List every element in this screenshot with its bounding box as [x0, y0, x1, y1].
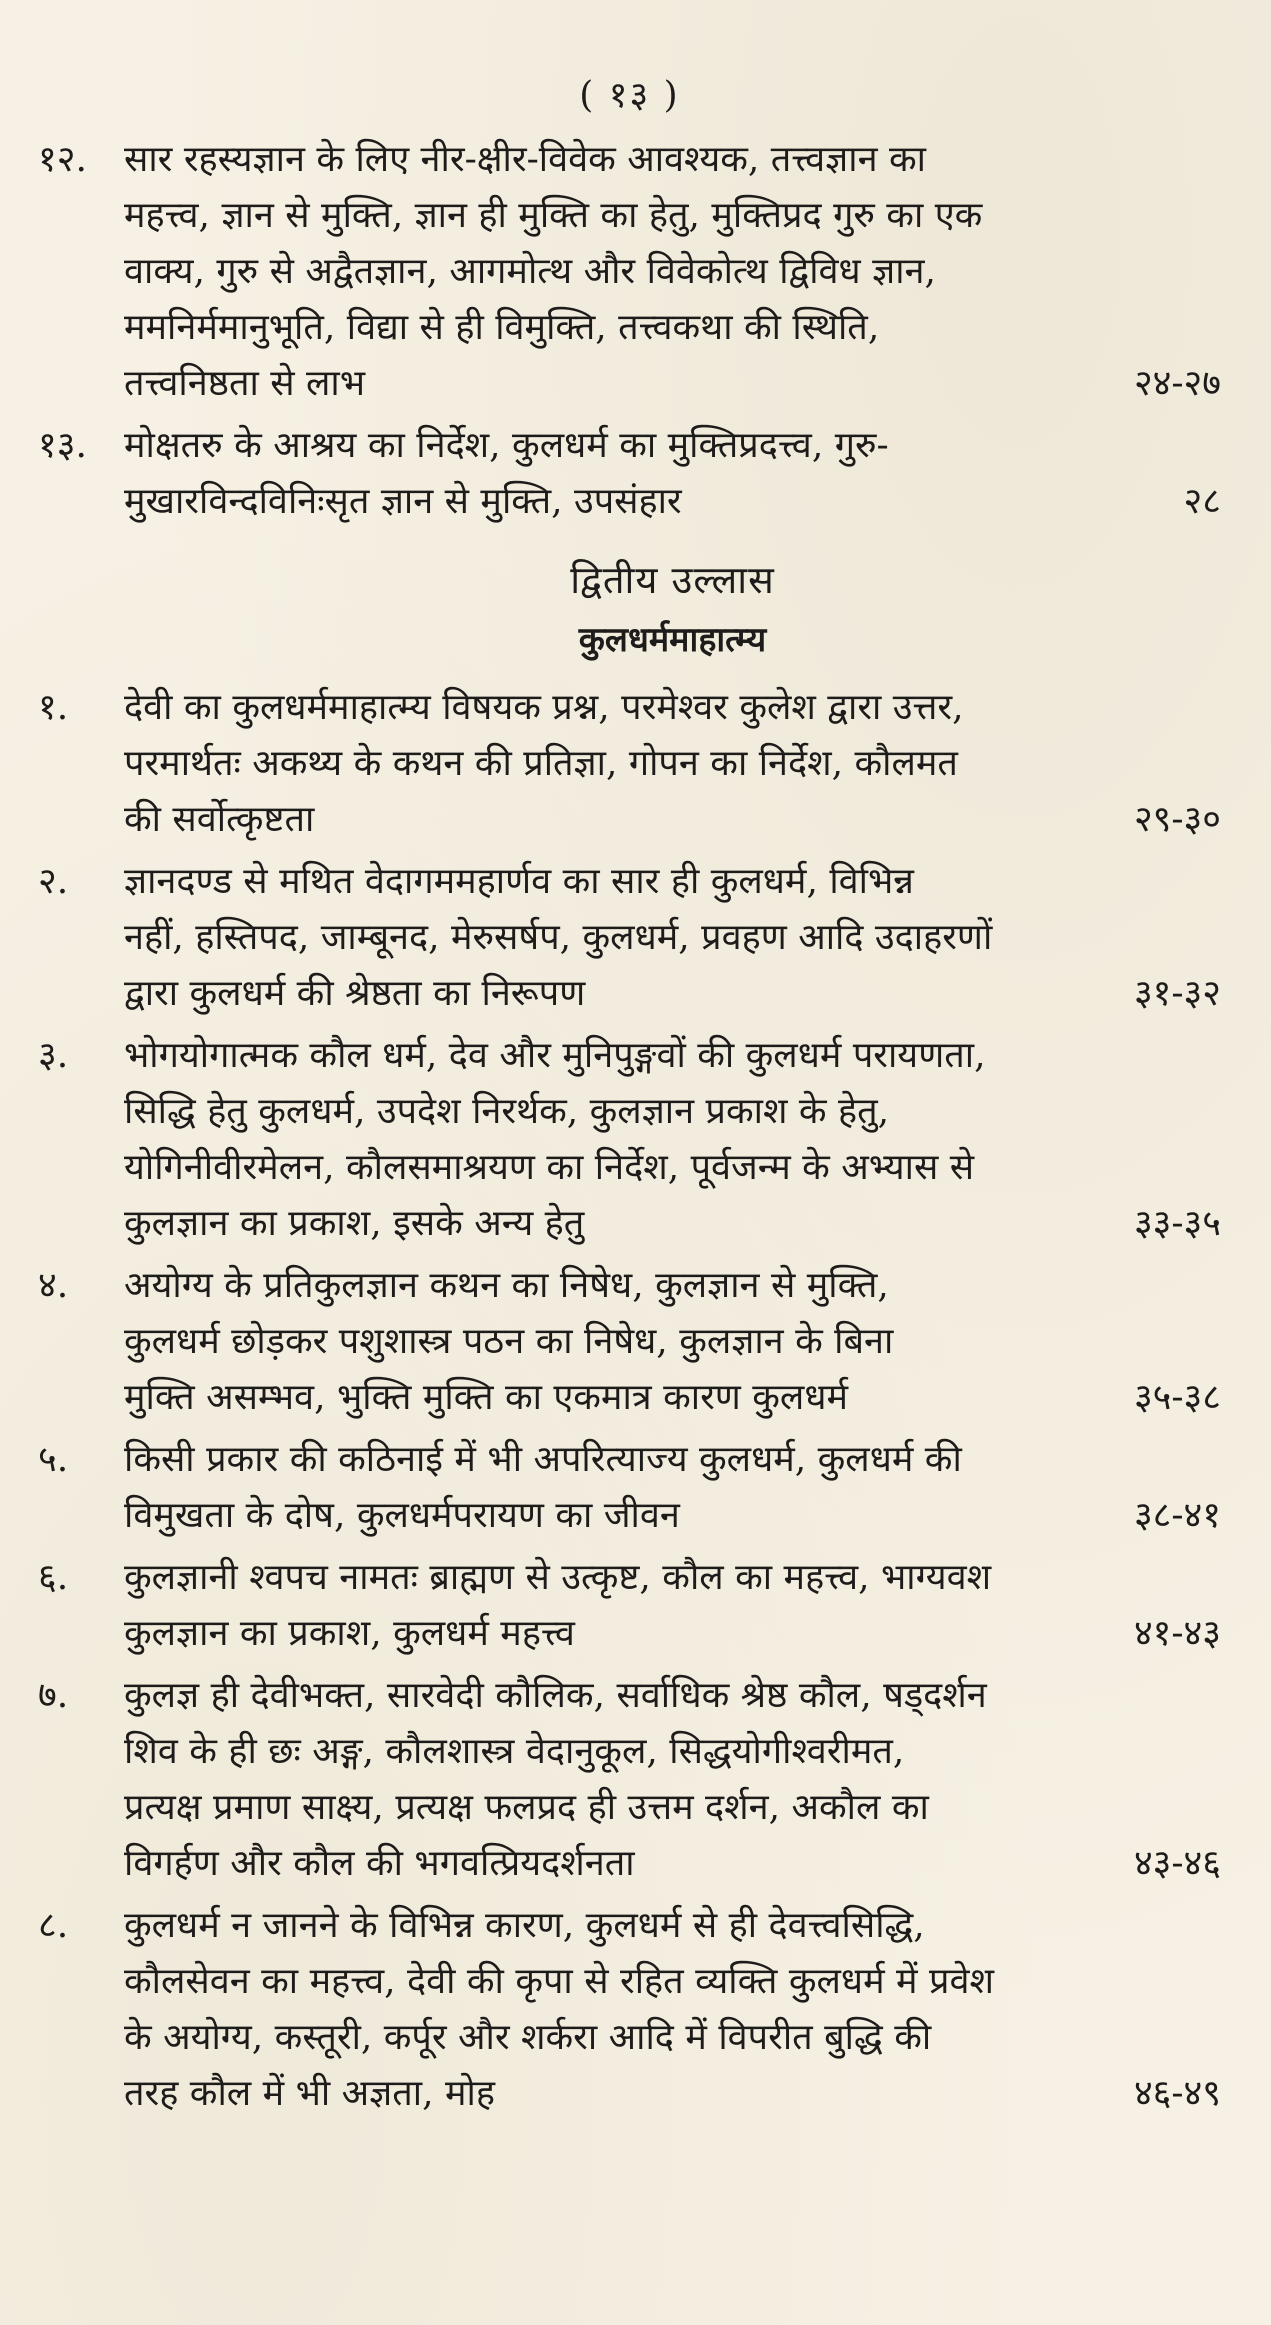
entry-line: कौलसेवन का महत्त्व, देवी की कृपा से रहित व्यक्ति कुलधर्म में प्रवेश — [124, 1961, 994, 2002]
section-entries — [38, 680, 1221, 2122]
entry-line: ममनिर्ममानुभूति, विद्या से ही विमुक्ति, तत्त्वकथा की स्थिति, — [124, 307, 880, 348]
toc-entry-1 — [38, 680, 1221, 848]
entry-line: मुक्ति असम्भव, भुक्ति मुक्ति का एकमात्र कारण कुलधर्म — [124, 1377, 848, 1418]
toc-entry-6 — [38, 1550, 1221, 1662]
entry-line: शिव के ही छः अङ्ग, कौलशास्त्र वेदानुकूल, सिद्धयोगीश्वरीमत, — [124, 1731, 905, 1772]
entry-line: महत्त्व, ज्ञान से मुक्ति, ज्ञान ही मुक्ति का हेतु, मुक्तिप्रद गुरु का एक — [124, 195, 983, 236]
entry-line: वाक्य, गुरु से अद्वैतज्ञान, आगमोत्थ और विवेकोत्थ द्विविध ज्ञान, — [124, 251, 936, 292]
entry-line: योगिनीवीरमेलन, कौलसमाश्रयण का निर्देश, पूर्वजन्म के अभ्यास से — [124, 1147, 975, 1188]
entry-line: कुलज्ञानी श्वपच नामतः ब्राह्मण से उत्कृष्ट, कौल का महत्त्व, भाग्यवश — [124, 1557, 992, 1598]
section-heading — [124, 548, 1221, 668]
entry-line: परमार्थतः अकथ्य के कथन की प्रतिज्ञा, गोपन का निर्देश, कौलमत — [124, 743, 958, 784]
entry-line: कुलज्ञ ही देवीभक्त, सारवेदी कौलिक, सर्वाधिक श्रेष्ठ कौल, षड्दर्शन — [124, 1675, 987, 1716]
entry-number: ४. — [38, 1265, 69, 1306]
toc-entry-2 — [38, 854, 1221, 1022]
entry-line: के अयोग्य, कस्तूरी, कर्पूर और शर्करा आदि में विपरीत बुद्धि की — [124, 2017, 932, 2058]
entry-number: ८. — [38, 1905, 69, 1946]
entry-line: किसी प्रकार की कठिनाई में भी अपरित्याज्य कुलधर्म, कुलधर्म की — [124, 1439, 962, 1480]
entry-line: सिद्धि हेतु कुलधर्म, उपदेश निरर्थक, कुलज्ञान प्रकाश के हेतु, — [124, 1091, 890, 1132]
page-range: ३१-३२ — [1133, 973, 1221, 1014]
entry-number: २. — [38, 861, 69, 902]
entry-line: देवी का कुलधर्ममाहात्म्य विषयक प्रश्न, परमेश्वर कुलेश द्वारा उत्तर, — [124, 687, 964, 728]
entry-line: मोक्षतरु के आश्रय का निर्देश, कुलधर्म का मुक्तिप्रदत्त्व, गुरु- — [124, 425, 889, 466]
page-range: ३८-४१ — [1133, 1495, 1221, 1536]
page-range: ४६-४९ — [1133, 2073, 1221, 2114]
entry-line: भोगयोगात्मक कौल धर्म, देव और मुनिपुङ्गवों की कुलधर्म परायणता, — [124, 1035, 986, 1076]
toc-entry-5 — [38, 1432, 1221, 1544]
entry-number: १२. — [38, 139, 87, 180]
entry-number: ५. — [38, 1439, 69, 1480]
section-subtitle: कुलधर्ममाहात्म्य — [578, 620, 767, 660]
page-range: ४१-४३ — [1133, 1613, 1221, 1654]
entry-line: विगर्हण और कौल की भगवत्प्रियदर्शनता — [124, 1843, 635, 1884]
page-range: २९-३० — [1133, 799, 1221, 840]
page-number: ( १३ ) — [579, 75, 680, 116]
entry-line: अयोग्य के प्रतिकुलज्ञान कथन का निषेध, कुलज्ञान से मुक्ति, — [124, 1265, 889, 1306]
entry-line: सार रहस्यज्ञान के लिए नीर-क्षीर-विवेक आवश्यक, तत्त्वज्ञान का — [124, 139, 926, 180]
toc-entry-4 — [38, 1258, 1221, 1426]
toc-entry-13 — [38, 418, 1221, 530]
entry-line: कुलधर्म न जानने के विभिन्न कारण, कुलधर्म से ही देवत्त्वसिद्धि, — [124, 1905, 925, 1946]
entry-number: १३. — [38, 425, 87, 466]
entry-line: द्वारा कुलधर्म की श्रेष्ठता का निरूपण — [124, 973, 586, 1014]
entry-number: ३. — [38, 1035, 69, 1076]
entry-line: नहीं, हस्तिपद, जाम्बूनद, मेरुसर्षप, कुलधर्म, प्रवहण आदि उदाहरणों — [124, 917, 993, 958]
page-range: ३३-३५ — [1133, 1203, 1221, 1244]
entry-number: १. — [38, 687, 69, 728]
top-entries — [38, 132, 1221, 530]
toc-entry-8 — [38, 1898, 1221, 2122]
entry-line: कुलज्ञान का प्रकाश, इसके अन्य हेतु — [124, 1203, 585, 1244]
entry-line: ज्ञानदण्ड से मथित वेदागममहार्णव का सार ही कुलधर्म, विभिन्न — [124, 861, 914, 902]
entry-number: ६. — [38, 1557, 69, 1598]
page-range: ४३-४६ — [1133, 1843, 1221, 1884]
entry-line: विमुखता के दोष, कुलधर्मपरायण का जीवन — [124, 1495, 680, 1536]
section-title: द्वितीय उल्लास — [570, 558, 775, 602]
entry-line: प्रत्यक्ष प्रमाण साक्ष्य, प्रत्यक्ष फलप्रद ही उत्तम दर्शन, अकौल का — [124, 1787, 929, 1828]
entry-line: मुखारविन्दविनिःसृत ज्ञान से मुक्ति, उपसंहार — [124, 481, 682, 522]
page-range: २८ — [1183, 481, 1221, 522]
toc-entry-12 — [38, 132, 1221, 412]
toc-entry-3 — [38, 1028, 1221, 1252]
entry-line: की सर्वोत्कृष्टता — [124, 799, 315, 840]
entry-line: कुलज्ञान का प्रकाश, कुलधर्म महत्त्व — [124, 1613, 575, 1654]
toc-entry-7 — [38, 1668, 1221, 1892]
entry-line: तत्त्वनिष्ठता से लाभ — [124, 363, 366, 404]
page-range: ३५-३८ — [1133, 1377, 1221, 1418]
page-range: २४-२७ — [1133, 363, 1221, 404]
entry-line: कुलधर्म छोड़कर पशुशास्त्र पठन का निषेध, कुलज्ञान के बिना — [124, 1321, 894, 1362]
entry-line: तरह कौल में भी अज्ञता, मोह — [124, 2073, 495, 2114]
entry-number: ७. — [38, 1675, 69, 1716]
